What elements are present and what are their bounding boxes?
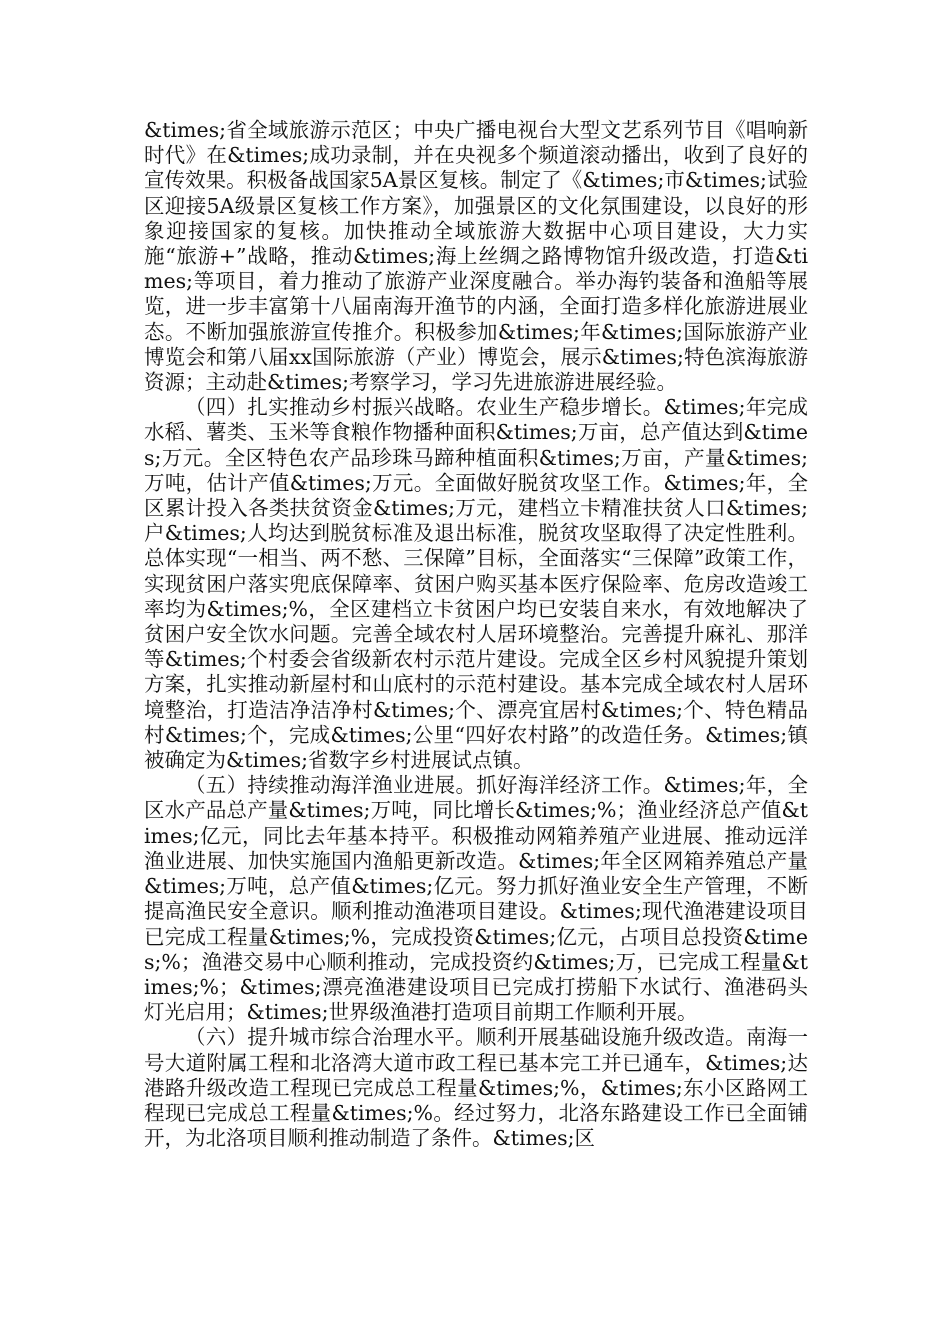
document-page — [144, 118, 808, 1151]
paragraph-urban-governance: （六）提升城市综合治理水平。顺利开展基础设施升级改造。南海一号大道附属工程和北洛湾大道市政工程已基本完工并已通车，&times;达港路升级改造工程现已完成总工程量&times;%，&times;东小区路网工程现已完成总工程量&times;%。经过努力，北洛东路建设工作已全面铺开，为北洛项目顺利推动制造了条件。&times;区 — [144, 1025, 808, 1151]
paragraph-tourism: &times;省全域旅游示范区；中央广播电视台大型文艺系列节目《唱响新时代》在&times;成功录制，并在央视多个频道滚动播出，收到了良好的宣传效果。积极备战国家5A景区复核。制定了《&times;市&times;试验区迎接5A级景区复核工作方案》，加强景区的文化氛围建设，以良好的形象迎接国家的复核。加快推动全域旅游大数据中心项目建设，大力实施“旅游+”战略，推动&times;海上丝绸之路博物馆升级改造，打造&times;等项目，着力推动了旅游产业深度融合。举办海钓装备和渔船等展览，进一步丰富第十八届南海开渔节的内涵，全面打造多样化旅游进展业态。不断加强旅游宣传推介。积极参加&times;年&times;国际旅游产业博览会和第八届xx国际旅游（产业）博览会，展示&times;特色滨海旅游资源；主动赴&times;考察学习，学习先进旅游进展经验。 — [144, 118, 808, 395]
paragraph-rural-revitalization: （四）扎实推动乡村振兴战略。农业生产稳步增长。&times;年完成水稻、薯类、玉米等食粮作物播种面积&times;万亩，总产值达到&times;万元。全区特色农产品珍珠马蹄种植面积&times;万亩，产量&times;万吨，估计产值&times;万元。全面做好脱贫攻坚工作。&times;年，全区累计投入各类扶贫资金&times;万元，建档立卡精准扶贫人口&times;户&times;人均达到脱贫标准及退出标准，脱贫攻坚取得了决定性胜利。总体实现“一相当、两不愁、三保障”目标，全面落实“三保障”政策工作，实现贫困户落实兜底保障率、贫困户购买基本医疗保险率、危房改造竣工率均为&times;%，全区建档立卡贫困户均已安装自来水，有效地解决了贫困户安全饮水问题。完善全域农村人居环境整治。完善提升麻礼、那洋等&times;个村委会省级新农村示范片建设。完成全区乡村风貌提升策划方案，扎实推动新屋村和山底村的示范村建设。基本完成全域农村人居环境整治，打造洁净洁净村&times;个、漂亮宜居村&times;个、特色精品村&times;个，完成&times;公里“四好农村路”的改造任务。&times;镇被确定为&times;省数字乡村进展试点镇。 — [144, 395, 808, 773]
paragraph-marine-fishery: （五）持续推动海洋渔业进展。抓好海洋经济工作。&times;年，全区水产品总产量&times;万吨，同比增长&times;%；渔业经济总产值&times;亿元，同比去年基本持平。积极推动网箱养殖产业进展、推动远洋渔业进展、加快实施国内渔船更新改造。&times;年全区网箱养殖总产量&times;万吨，总产值&times;亿元。努力抓好渔业安全生产管理，不断提高渔民安全意识。顺利推动渔港项目建设。&times;现代渔港建设项目已完成工程量&times;%，完成投资&times;亿元，占项目总投资&times;%；渔港交易中心顺利推动，完成投资约&times;万，已完成工程量&times;%；&times;漂亮渔港建设项目已完成打捞船下水试行、渔港码头灯光启用；&times;世界级渔港打造项目前期工作顺利开展。 — [144, 773, 808, 1025]
